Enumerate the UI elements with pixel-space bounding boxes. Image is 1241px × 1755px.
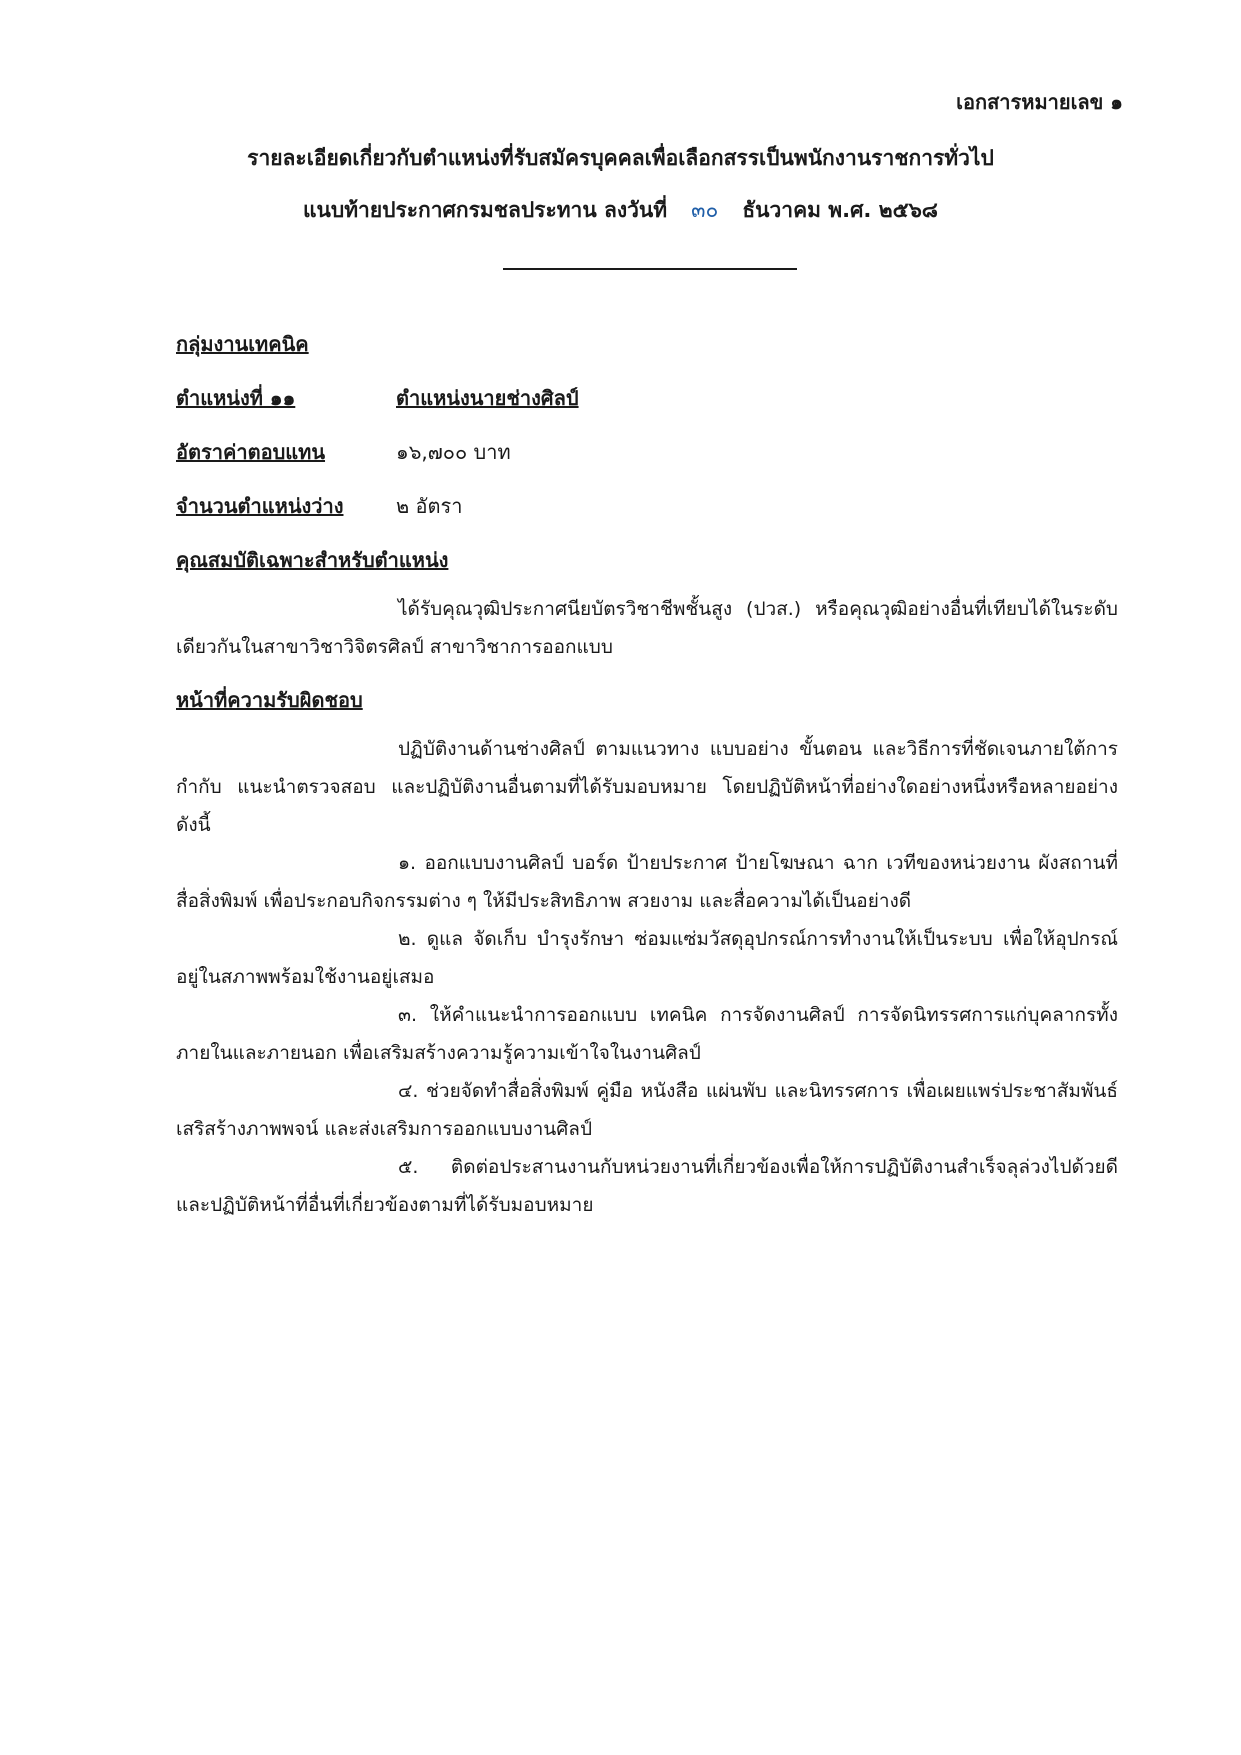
announcement-prefix: แนบท้ายประกาศกรมชลประทาน ลงวันที่ <box>302 198 668 222</box>
vacancy-label: จำนวนตำแหน่งว่าง <box>176 494 344 518</box>
qualifications-heading: คุณสมบัติเฉพาะสำหรับตำแหน่ง <box>176 548 449 572</box>
duty-item-2: ๒. ดูแล จัดเก็บ บำรุงรักษา ซ่อมแซ่มวัสดุอุปกรณ์การทำงานให้เป็นระบบ เพื่อให้อุปกรณ์อยู่ในสภาพพร้อมใช้งานอยู่เสมอ <box>176 928 1118 988</box>
job-group-heading: กลุ่มงานเทคนิค <box>176 332 309 356</box>
salary-label: อัตราค่าตอบแทน <box>176 440 326 464</box>
duty-item-1: ๑. ออกแบบงานศิลป์ บอร์ด ป้ายประกาศ ป้ายโฆษณา ฉาก เวทีของหน่วยงาน ผังสถานที่ สื่อสิ่งพิมพ์ เพื่อประกอบกิจกรรมต่าง ๆ ให้มีประสิทธิภาพ สวยงาม และสื่อความได้เป็นอย่างดี <box>176 852 1118 912</box>
position-name: ตำแหน่งนายช่างศิลป์ <box>396 386 579 410</box>
document-title: รายละเอียดเกี่ยวกับตำแหน่งที่รับสมัครบุคคลเพื่อเลือกสรรเป็นพนักงานราชการทั่วไป <box>247 146 994 170</box>
title-divider <box>503 268 797 270</box>
duties-intro: ปฏิบัติงานด้านช่างศิลป์ ตามแนวทาง แบบอย่าง ขั้นตอน และวิธีการที่ชัดเจนภายใต้การกำกับ แนะนำตรวจสอบ และปฏิบัติงานอื่นตามที่ได้รับมอบหมาย โดยปฏิบัติหน้าที่อย่างใดอย่างหนึ่งหรือหลายอย่าง ดังนี้ <box>176 738 1118 836</box>
announcement-date-line <box>0 194 1241 227</box>
announcement-month-year: ธันวาคม พ.ศ. ๒๕๖๘ <box>742 198 938 222</box>
qualifications-text: ได้รับคุณวุฒิประกาศนียบัตรวิชาชีพชั้นสูง (ปวส.) หรือคุณวุฒิอย่างอื่นที่เทียบได้ในระดับเดียวกันในสาขาวิชาวิจิตรศิลป์ สาขาวิชาการออกแบบ <box>176 598 1118 658</box>
document-number: เอกสารหมายเลข ๑ <box>956 90 1123 114</box>
duty-item-3: ๓. ให้คำแนะนำการออกแบบ เทคนิค การจัดงานศิลป์ การจัดนิทรรศการแก่บุคลากรทั้งภายในและภายนอก เพื่อเสริมสร้างความรู้ความเข้าใจในงานศิลป์ <box>176 1004 1118 1064</box>
duty-item-5: ๕. ติดต่อประสานงานกับหน่วยงานที่เกี่ยวข้องเพื่อให้การปฏิบัติงานสำเร็จลุล่วงไปด้วยดี และปฏิบัติหน้าที่อื่นที่เกี่ยวข้องตามที่ได้รับมอบหมาย <box>176 1156 1118 1216</box>
position-number-label: ตำแหน่งที่ ๑๑ <box>176 386 296 410</box>
duty-item-4: ๔. ช่วยจัดทำสื่อสิ่งพิมพ์ คู่มือ หนังสือ แผ่นพับ และนิทรรศการ เพื่อเผยแพร่ประชาสัมพันธ์เสริสร้างภาพพจน์ และส่งเสริมการออกแบบงานศิลป์ <box>176 1080 1118 1140</box>
vacancy-value: ๒ อัตรา <box>396 494 463 518</box>
salary-value: ๑๖,๗๐๐ บาท <box>396 440 511 464</box>
duties-heading: หน้าที่ความรับผิดชอบ <box>176 688 363 712</box>
announcement-day: ๓๐ <box>691 198 719 222</box>
